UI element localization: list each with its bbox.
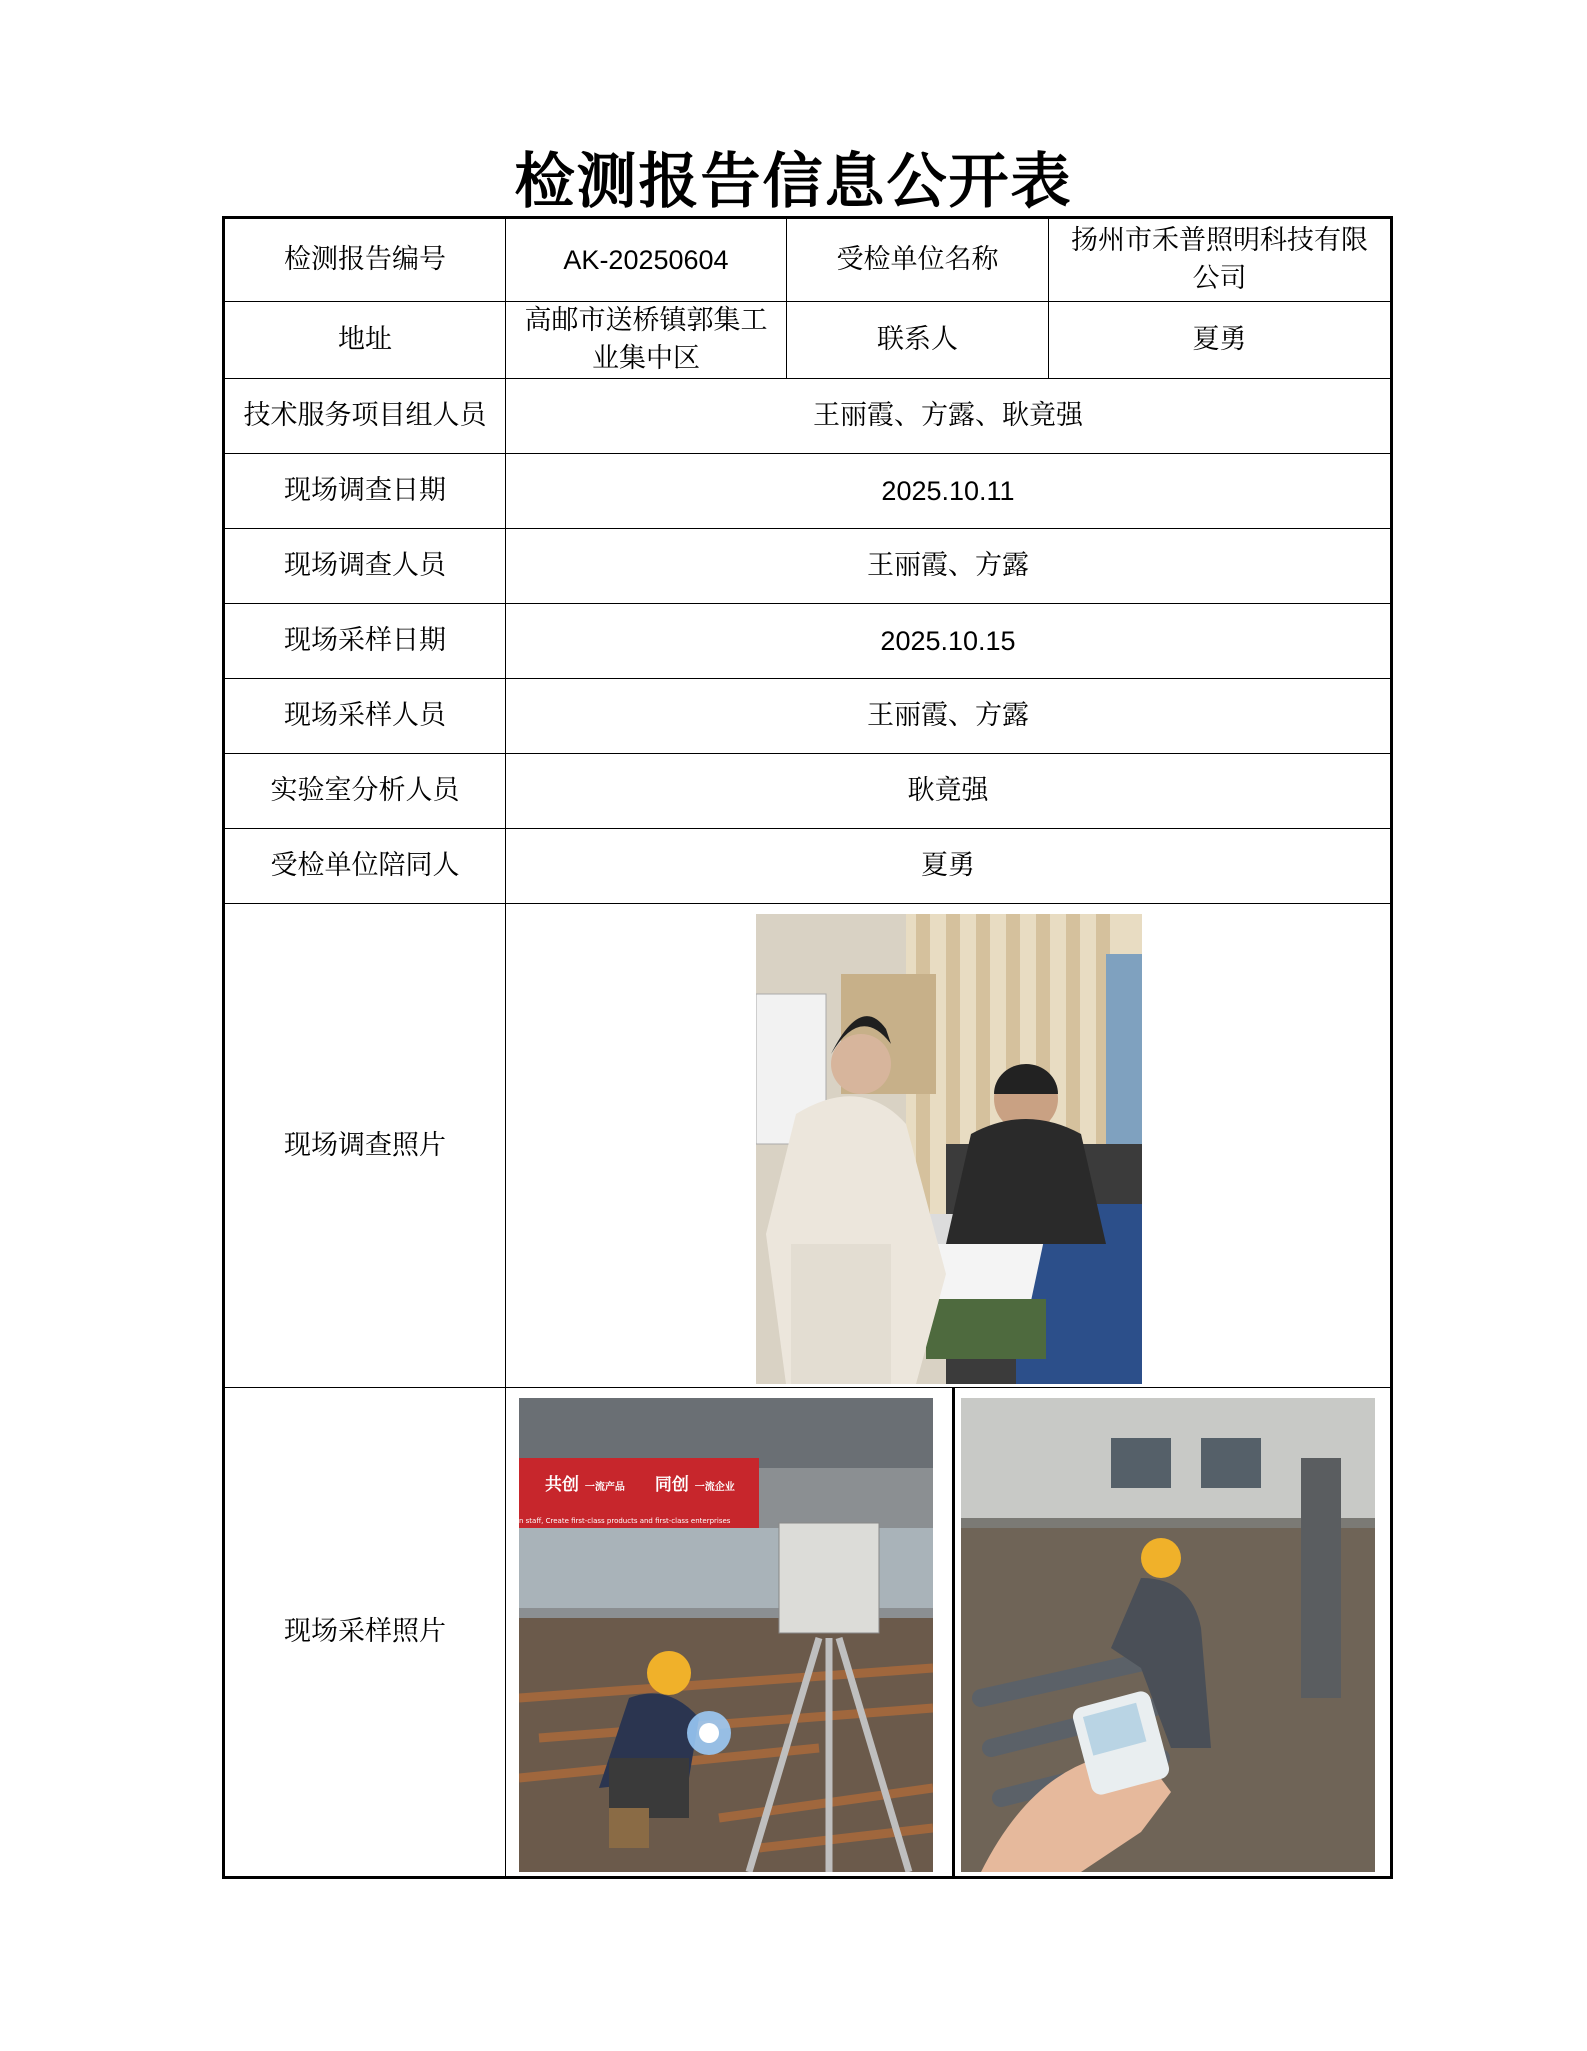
lab-staff-value: 耿竟强 [506, 754, 1392, 829]
banner-text-1: 共创 [545, 1475, 579, 1495]
report-no-value: AK-20250604 [506, 218, 787, 302]
banner-text-2: 同创 [654, 1475, 689, 1495]
lab-staff-label: 实验室分析人员 [224, 754, 506, 829]
contact-value: 夏勇 [1049, 302, 1392, 379]
sampling-date-value: 2025.10.15 [506, 604, 1392, 679]
banner-text-1-sub: 一流产品 [584, 1482, 625, 1493]
survey-date-label: 现场调查日期 [224, 454, 506, 529]
team-label: 技术服务项目组人员 [224, 379, 506, 454]
sampling-photo-measurement [961, 1398, 1375, 1872]
sampling-photo-label: 现场采样照片 [224, 1388, 506, 1878]
survey-photo [756, 914, 1142, 1384]
photo-divider [952, 1388, 955, 1876]
contact-label: 联系人 [787, 302, 1049, 379]
report-table [222, 216, 1393, 1879]
banner-text-en: n staff, Create first-class products and first-class enterprises [519, 1517, 731, 1525]
address-value: 高邮市送桥镇郭集工业集中区 [506, 302, 787, 379]
survey-staff-value: 王丽霞、方露 [506, 529, 1392, 604]
survey-photo-cell [506, 904, 1392, 1388]
unit-name-label: 受检单位名称 [787, 218, 1049, 302]
address-label: 地址 [224, 302, 506, 379]
page-title: 检测报告信息公开表 [514, 147, 1073, 217]
sampling-staff-value: 王丽霞、方露 [506, 679, 1392, 754]
report-no-label: 检测报告编号 [224, 218, 506, 302]
team-value: 王丽霞、方露、耿竟强 [506, 379, 1392, 454]
survey-photo-label: 现场调查照片 [224, 904, 506, 1388]
unit-name-value: 扬州市禾普照明科技有限公司 [1049, 218, 1392, 302]
escort-label: 受检单位陪同人 [224, 829, 506, 904]
survey-date-value: 2025.10.11 [506, 454, 1392, 529]
sampling-photo-welding [519, 1398, 933, 1872]
escort-value: 夏勇 [506, 829, 1392, 904]
survey-staff-label: 现场调查人员 [224, 529, 506, 604]
banner-text-2-sub: 一流企业 [694, 1482, 735, 1493]
sampling-photo-cell [506, 1388, 1392, 1878]
sampling-staff-label: 现场采样人员 [224, 679, 506, 754]
sampling-date-label: 现场采样日期 [224, 604, 506, 679]
